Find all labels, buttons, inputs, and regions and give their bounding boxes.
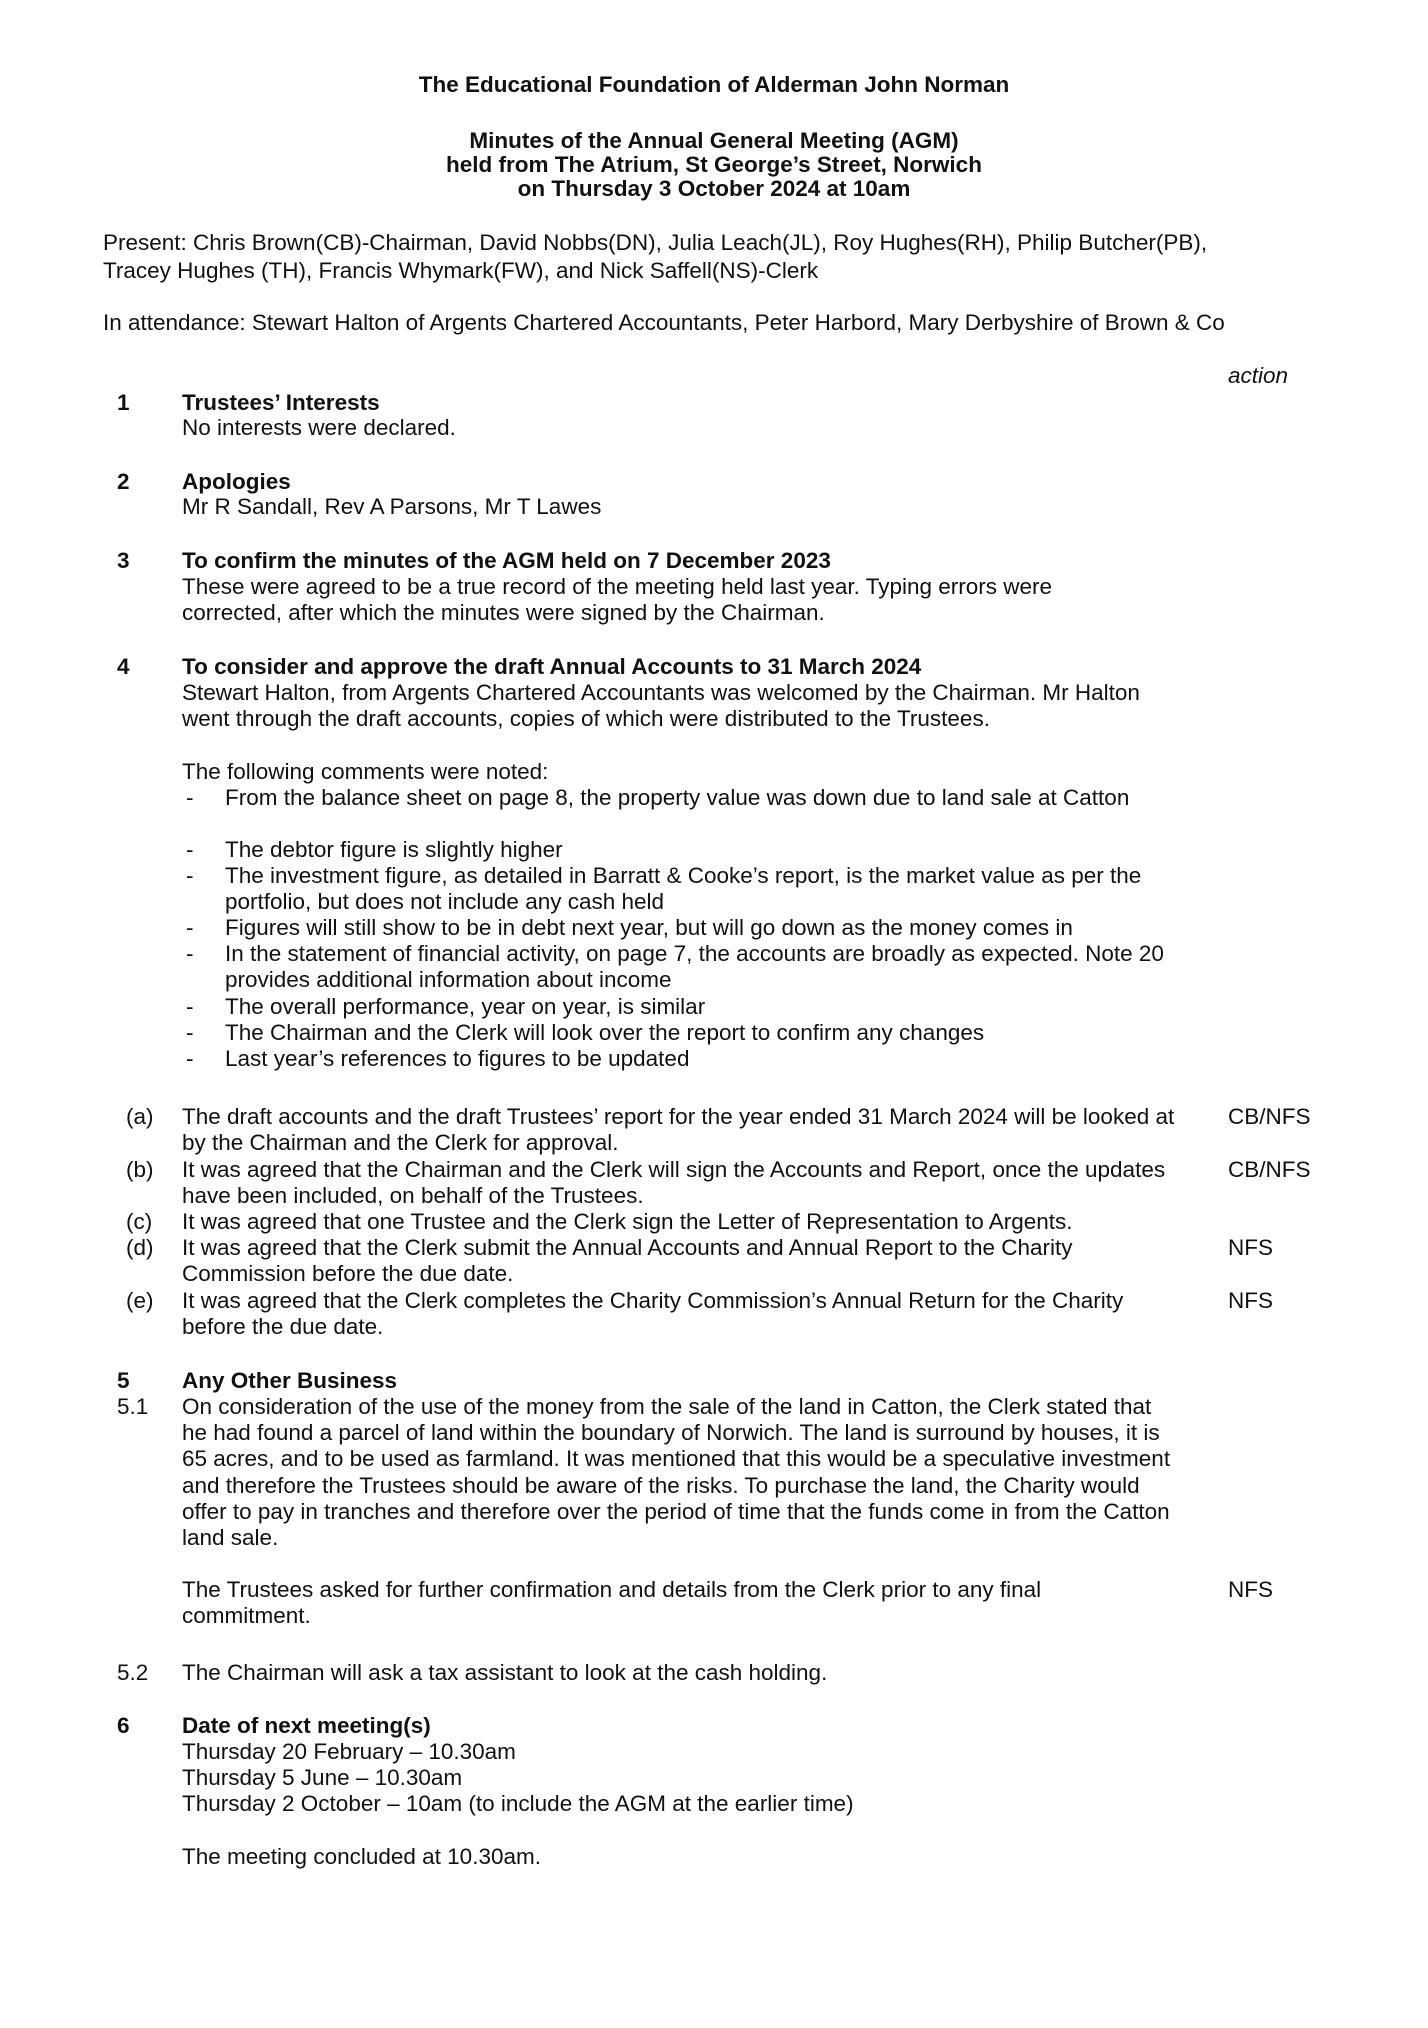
next-meeting-date: Thursday 20 February – 10.30am xyxy=(182,1739,516,1764)
next-meeting-date: Thursday 5 June – 10.30am xyxy=(182,1765,463,1790)
action-owner: NFS xyxy=(1228,1288,1273,1313)
resolution-text: The draft accounts and the draft Trustees’ report for the year ended 31 March 2024 will be looked at by the Chairman and the Clerk for approval. xyxy=(182,1104,1175,1156)
section-number: 2 xyxy=(117,469,130,494)
section-number: 6 xyxy=(117,1713,130,1738)
item-label: 5.2 xyxy=(117,1660,149,1685)
action-owner: CB/NFS xyxy=(1228,1157,1311,1182)
comment-item: From the balance sheet on page 8, the property value was down due to land sale at Catton xyxy=(225,785,1130,810)
section-number: 1 xyxy=(117,390,130,415)
bullet-marker: - xyxy=(186,941,194,966)
section-body: No interests were declared. xyxy=(182,415,456,440)
section-body: Mr R Sandall, Rev A Parsons, Mr T Lawes xyxy=(182,494,602,519)
meeting-date: on Thursday 3 October 2024 at 10am xyxy=(517,176,911,201)
comment-item: Last year’s references to figures to be updated xyxy=(225,1046,690,1071)
organisation-title: The Educational Foundation of Alderman John Norman xyxy=(418,72,1010,97)
section-title: To confirm the minutes of the AGM held on 7 December 2023 xyxy=(182,548,831,573)
action-owner: NFS xyxy=(1228,1577,1273,1602)
bullet-marker: - xyxy=(186,863,194,888)
next-meeting-date: Thursday 2 October – 10am (to include the AGM at the earlier time) xyxy=(182,1791,854,1816)
resolution-label: (a) xyxy=(126,1104,154,1129)
section-number: 3 xyxy=(117,548,130,573)
item-followup: The Trustees asked for further confirmation and details from the Clerk prior to any final commitment. xyxy=(182,1577,1042,1629)
resolution-label: (d) xyxy=(126,1235,154,1260)
action-owner: NFS xyxy=(1228,1235,1273,1260)
item-label: 5.1 xyxy=(117,1394,149,1419)
bullet-marker: - xyxy=(186,1046,194,1071)
comment-item: Figures will still show to be in debt next year, but will go down as the money comes in xyxy=(225,915,1073,940)
comment-item: In the statement of financial activity, on page 7, the accounts are broadly as expected. Note 20 provides additional information about income xyxy=(225,941,1164,993)
present-list-line-2: Tracey Hughes (TH), Francis Whymark(FW), and Nick Saffell(NS)-Clerk xyxy=(103,258,819,283)
meeting-venue: held from The Atrium, St George’s Street, Norwich xyxy=(446,152,982,177)
bullet-marker: - xyxy=(186,915,194,940)
closing-statement: The meeting concluded at 10.30am. xyxy=(182,1844,541,1869)
document-title: Minutes of the Annual General Meeting (AGM) xyxy=(469,128,959,153)
bullet-marker: - xyxy=(186,785,194,810)
section-title: Any Other Business xyxy=(182,1368,398,1393)
section-title: Apologies xyxy=(182,469,291,494)
resolution-text: It was agreed that the Clerk completes the Charity Commission’s Annual Return for the Charity before the due date. xyxy=(182,1288,1124,1340)
section-title: To consider and approve the draft Annual Accounts to 31 March 2024 xyxy=(182,654,922,679)
present-list-line-1: Present: Chris Brown(CB)-Chairman, David Nobbs(DN), Julia Leach(JL), Roy Hughes(RH), Philip Butcher(PB), xyxy=(103,230,1208,255)
in-attendance: In attendance: Stewart Halton of Argents Chartered Accountants, Peter Harbord, Mary Derbyshire of Brown & Co xyxy=(103,310,1225,335)
resolution-text: It was agreed that one Trustee and the Clerk sign the Letter of Representation to Argents. xyxy=(182,1209,1073,1234)
action-column-header: action xyxy=(1228,363,1289,388)
section-number: 5 xyxy=(117,1368,130,1393)
section-body: These were agreed to be a true record of the meeting held last year. Typing errors were corrected, after which the minutes were signed by the Chairman. xyxy=(182,574,1053,626)
comment-item: The investment figure, as detailed in Barratt & Cooke’s report, is the market value as per the portfolio, but does not include any cash held xyxy=(225,863,1142,915)
resolution-text: It was agreed that the Clerk submit the Annual Accounts and Annual Report to the Charity Commission before the due date. xyxy=(182,1235,1073,1287)
resolution-label: (b) xyxy=(126,1157,154,1182)
comment-item: The overall performance, year on year, is similar xyxy=(225,994,706,1019)
item-text: The Chairman will ask a tax assistant to look at the cash holding. xyxy=(182,1660,828,1685)
section-number: 4 xyxy=(117,654,130,679)
section-title: Trustees’ Interests xyxy=(182,390,380,415)
section-title: Date of next meeting(s) xyxy=(182,1713,431,1738)
action-owner: CB/NFS xyxy=(1228,1104,1311,1129)
bullet-marker: - xyxy=(186,1020,194,1045)
resolution-label: (c) xyxy=(126,1209,153,1234)
resolution-text: It was agreed that the Chairman and the Clerk will sign the Accounts and Report, once the updates have been included, on behalf of the Trustees. xyxy=(182,1157,1166,1209)
resolution-label: (e) xyxy=(126,1288,154,1313)
comment-item: The debtor figure is slightly higher xyxy=(225,837,563,862)
bullet-marker: - xyxy=(186,994,194,1019)
section-body: Stewart Halton, from Argents Chartered Accountants was welcomed by the Chairman. Mr Halton went through the draft accounts, copies of which were distributed to the Trustees. xyxy=(182,680,1140,732)
item-text: On consideration of the use of the money from the sale of the land in Catton, the Clerk stated that he had found a parcel of land within the boundary of Norwich. The land is surround by houses, it is 65 acres, and to be used as farmland. It was mentioned that this would be a speculative investment and therefore the Trustees should be aware of the risks. To purchase the land, the Charity would offer to pay in tranches and therefore over the period of time that the funds come in from the Catton land sale. xyxy=(182,1394,1171,1551)
bullet-marker: - xyxy=(186,837,194,862)
comment-item: The Chairman and the Clerk will look over the report to confirm any changes xyxy=(225,1020,985,1045)
comments-intro: The following comments were noted: xyxy=(182,759,549,784)
